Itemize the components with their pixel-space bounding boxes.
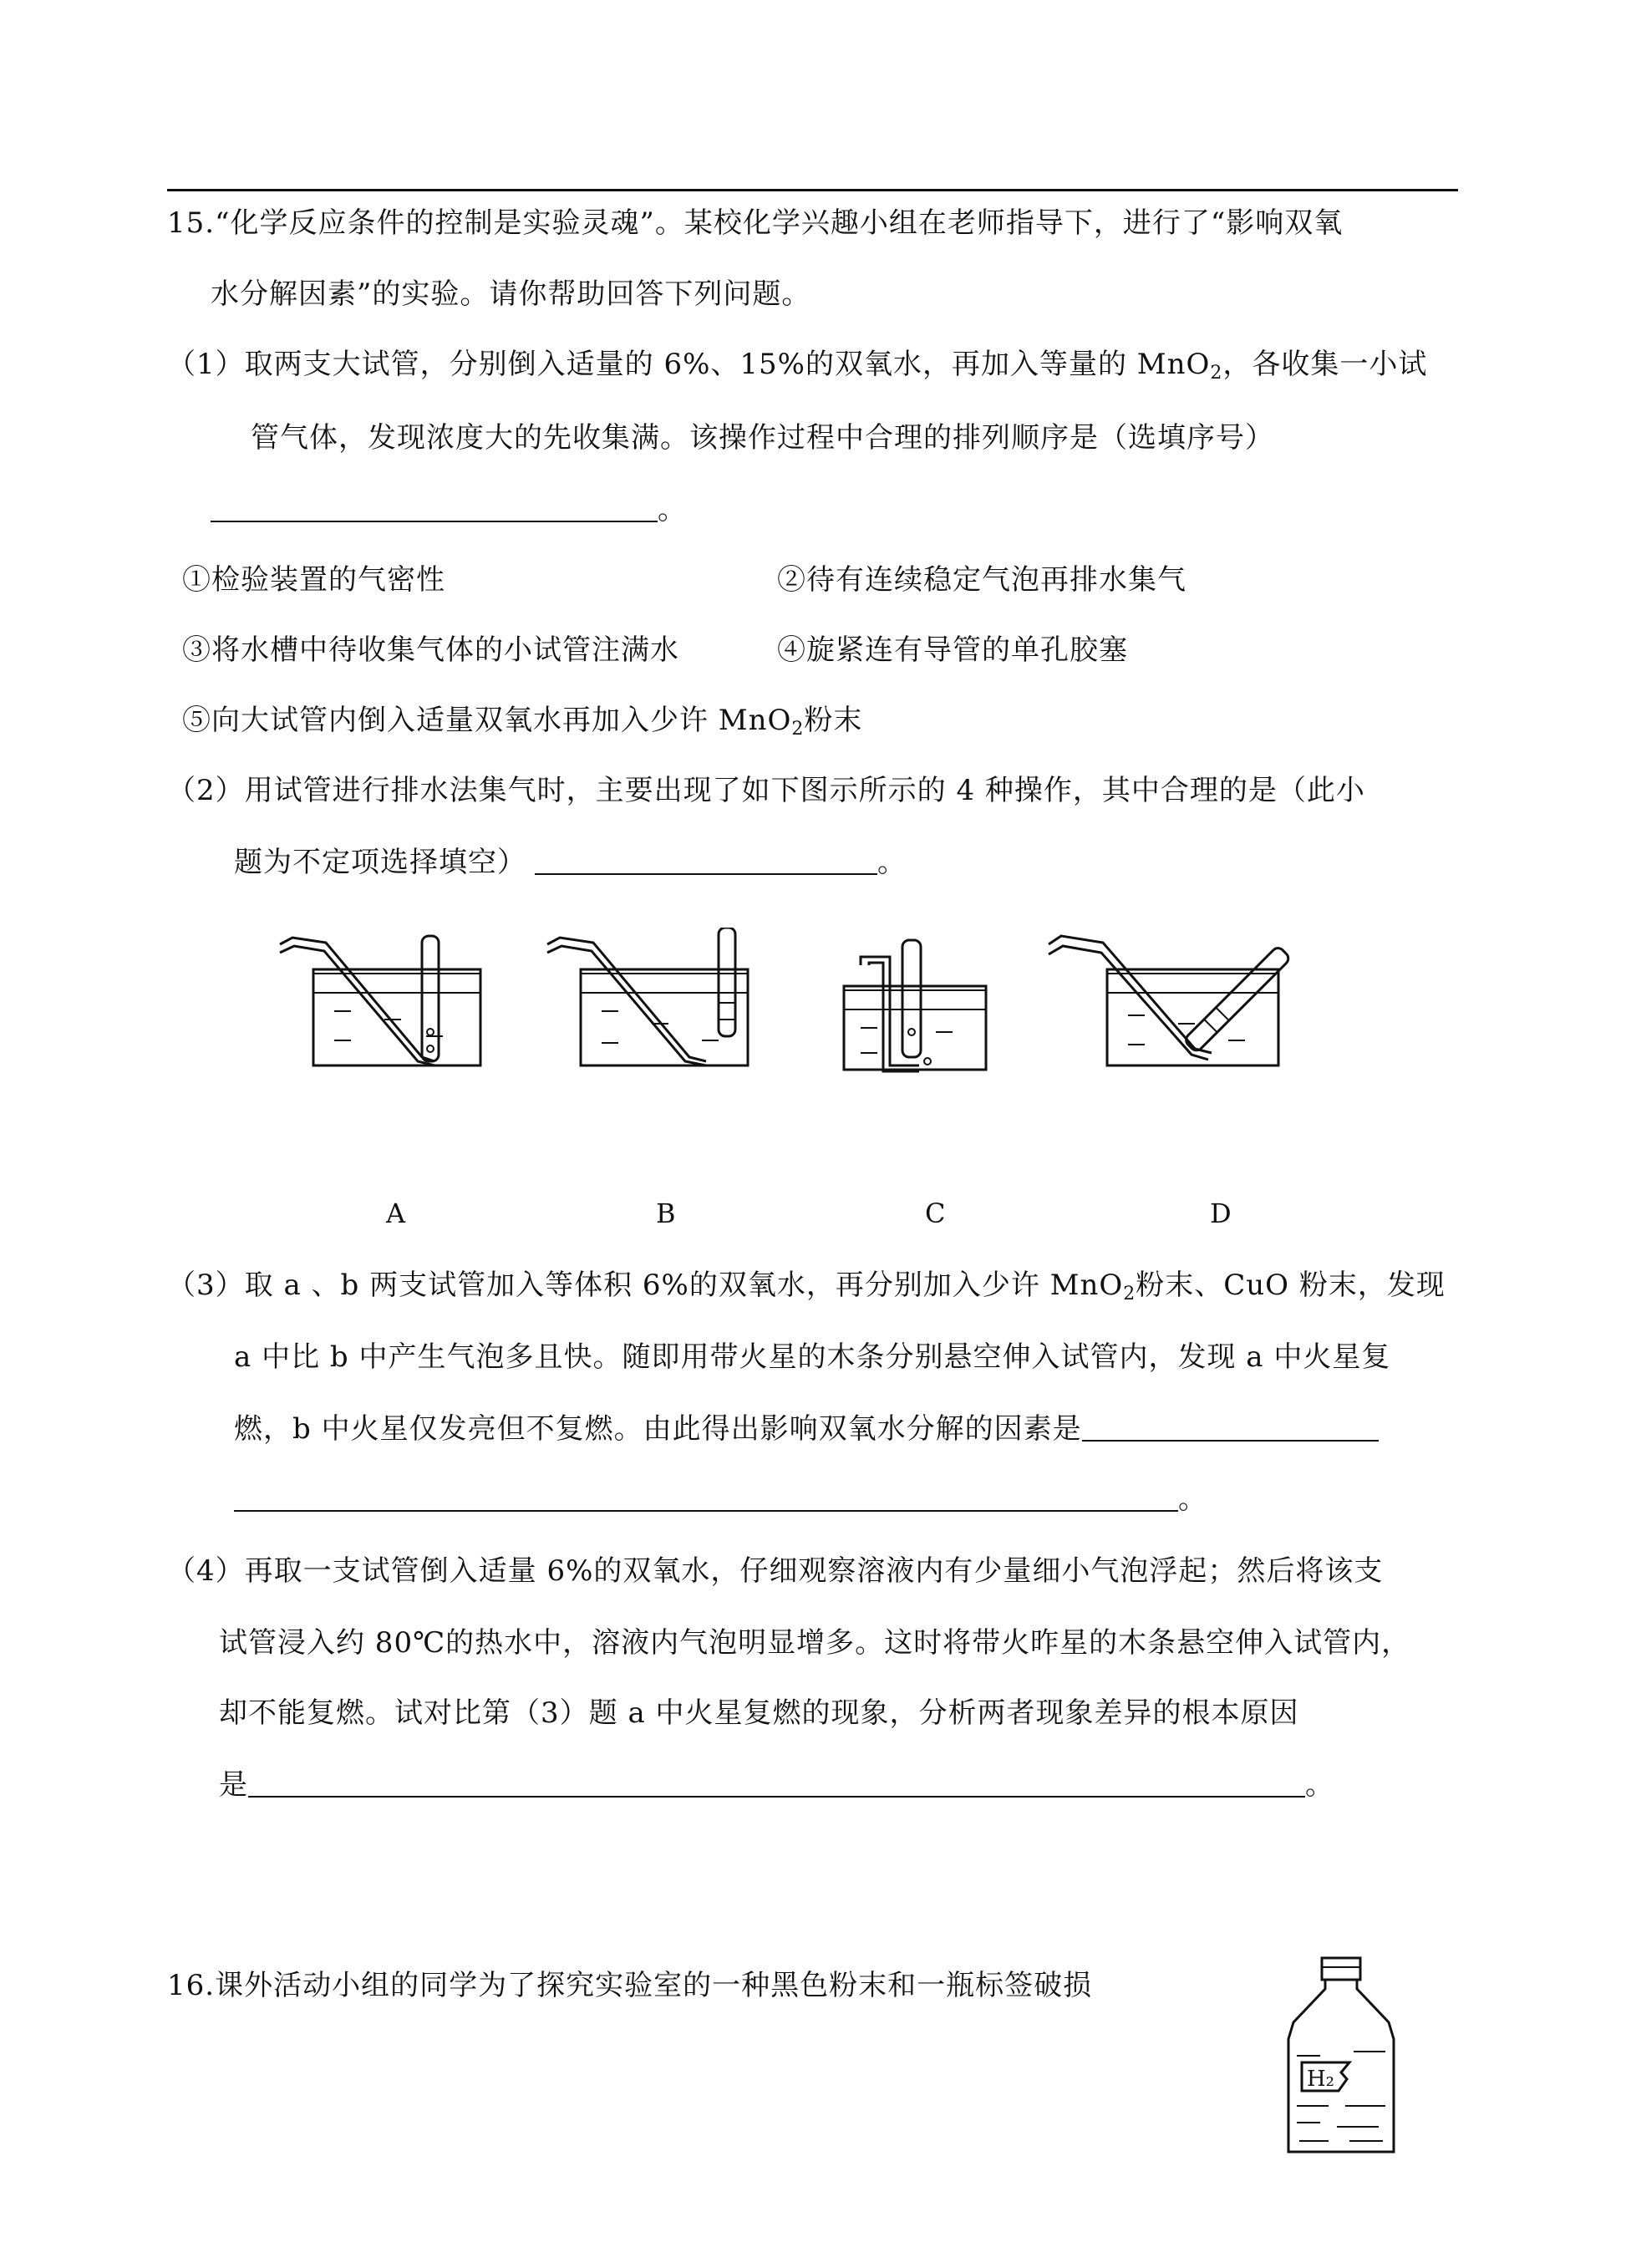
q15-part4-line2: 试管浸入约 80℃的热水中，溶液内气泡明显增多。这时将带火昨星的木条悬空伸入试管内，	[219, 1626, 1411, 1660]
q15-option-2: ②待有连续稳定气泡再排水集气	[777, 563, 1186, 597]
q15-part4-line3: 却不能复燃。试对比第（3）题 a 中火星复燃的现象，分析两者现象差异的根本原因	[219, 1696, 1299, 1730]
q15-part3-line2: a 中比 b 中产生气泡多且快。随即用带火星的木条分别悬空伸入试管内，发现 a 中火星复	[234, 1340, 1391, 1374]
water-trough	[313, 969, 480, 1065]
q15-option-5-text-a: ⑤向大试管内倒入适量双氧水再加入少许 MnO	[182, 704, 792, 737]
delivery-tube	[280, 938, 434, 1061]
q15-part1-text-a: （1）取两支大试管，分别倒入适量的 6%、15%的双氧水，再加入等量的 MnO	[167, 348, 1211, 381]
q15-part3-line1	[167, 1267, 1446, 1313]
bottle-label-text: H₂	[1307, 2067, 1335, 2092]
q15-stem-line1: 15.“化学反应条件的控制是实验灵魂”。某校化学兴趣小组在老师指导下，进行了“影响双氧	[167, 206, 1344, 240]
delivery-tube	[547, 938, 706, 1061]
q15-part1-line1	[167, 346, 1427, 392]
q15-part3-end: 。	[1178, 1482, 1207, 1516]
q15-part4-line4	[219, 1767, 1334, 1803]
collecting-test-tube	[1183, 945, 1291, 1053]
q15-part2-answer-blank[interactable]	[535, 848, 877, 875]
q15-stem-line2: 水分解因素”的实验。请你帮助回答下列问题。	[211, 277, 811, 311]
q16-stem: 16.课外活动小组的同学为了探究实验室的一种黑色粉末和一瓶标签破损	[167, 1969, 1093, 2002]
q15-part1-subscript: 2	[1210, 363, 1223, 384]
q15-part4-answer-blank[interactable]	[248, 1771, 1305, 1798]
q15-option-5-text-b: 粉末	[804, 704, 863, 737]
figure-a-apparatus	[276, 928, 510, 1078]
q15-part1-text-b: ，各收集一小试	[1222, 348, 1428, 381]
q15-part1-line2: 管气体，发现浓度大的先收集满。该操作过程中合理的排列顺序是（选填序号）	[251, 421, 1274, 455]
q15-option-1: ①检验装置的气密性	[182, 563, 445, 597]
q15-part2-line1: （2）用试管进行排水法集气时，主要出现了如下图示所示的 4 种操作，其中合理的是（此小	[167, 774, 1365, 807]
figure-label-b: B	[656, 1198, 676, 1229]
water-trough	[581, 969, 748, 1065]
collecting-test-tube	[422, 936, 439, 1061]
bottle-stopper	[1322, 1958, 1360, 1980]
q15-part3-answer-blank-1[interactable]	[1082, 1415, 1379, 1442]
q15-part1-answer-blank[interactable]	[211, 496, 658, 522]
q15-part4-text-d: 是	[219, 1768, 248, 1802]
figure-label-c: C	[925, 1198, 946, 1229]
figure-b-apparatus	[543, 928, 777, 1078]
q15-part2-text: 题为不定项选择填空）	[234, 846, 526, 879]
q15-part3-line4	[234, 1481, 1207, 1518]
q15-option-5	[182, 702, 862, 748]
q15-part3-answer-blank-2[interactable]	[234, 1485, 1178, 1512]
figure-d-apparatus	[1044, 928, 1295, 1078]
collecting-test-tube	[902, 940, 921, 1057]
q15-option-3: ③将水槽中待收集气体的小试管注满水	[182, 633, 679, 667]
header-rule	[167, 189, 1458, 191]
figure-label-d: D	[1210, 1198, 1232, 1229]
q15-part4-line1: （4）再取一支试管倒入适量 6%的双氧水，仔细观察溶液内有少量细小气泡浮起；然后将该支	[167, 1554, 1384, 1588]
q15-part4-end: 。	[1305, 1768, 1334, 1802]
q15-option-5-subscript: 2	[791, 719, 805, 740]
delivery-tube	[861, 957, 919, 1065]
q15-part3-line3	[234, 1411, 1379, 1447]
q15-part3-text-b: 粉末、CuO 粉末，发现	[1136, 1269, 1446, 1302]
q15-part3-subscript: 2	[1123, 1284, 1136, 1304]
q15-part3-text-c: 燃，b 中火星仅发亮但不复燃。由此得出影响双氧水分解的因素是	[234, 1412, 1082, 1446]
q15-option-4: ④旋紧连有导管的单孔胶塞	[777, 633, 1128, 667]
q15-part1-answer-line	[211, 491, 687, 528]
q15-part1-end: 。	[658, 493, 687, 526]
figure-label-a: A	[386, 1198, 406, 1229]
q15-part2-end: 。	[877, 846, 907, 879]
figure-c-apparatus	[836, 928, 1003, 1078]
water-trough	[1107, 969, 1278, 1065]
reagent-bottle-illustration	[1278, 1955, 1404, 2160]
q15-part2-line2	[234, 844, 907, 881]
q15-part3-text-a: （3）取 a 、b 两支试管加入等体积 6%的双氧水，再分别加入少许 MnO	[167, 1269, 1124, 1302]
